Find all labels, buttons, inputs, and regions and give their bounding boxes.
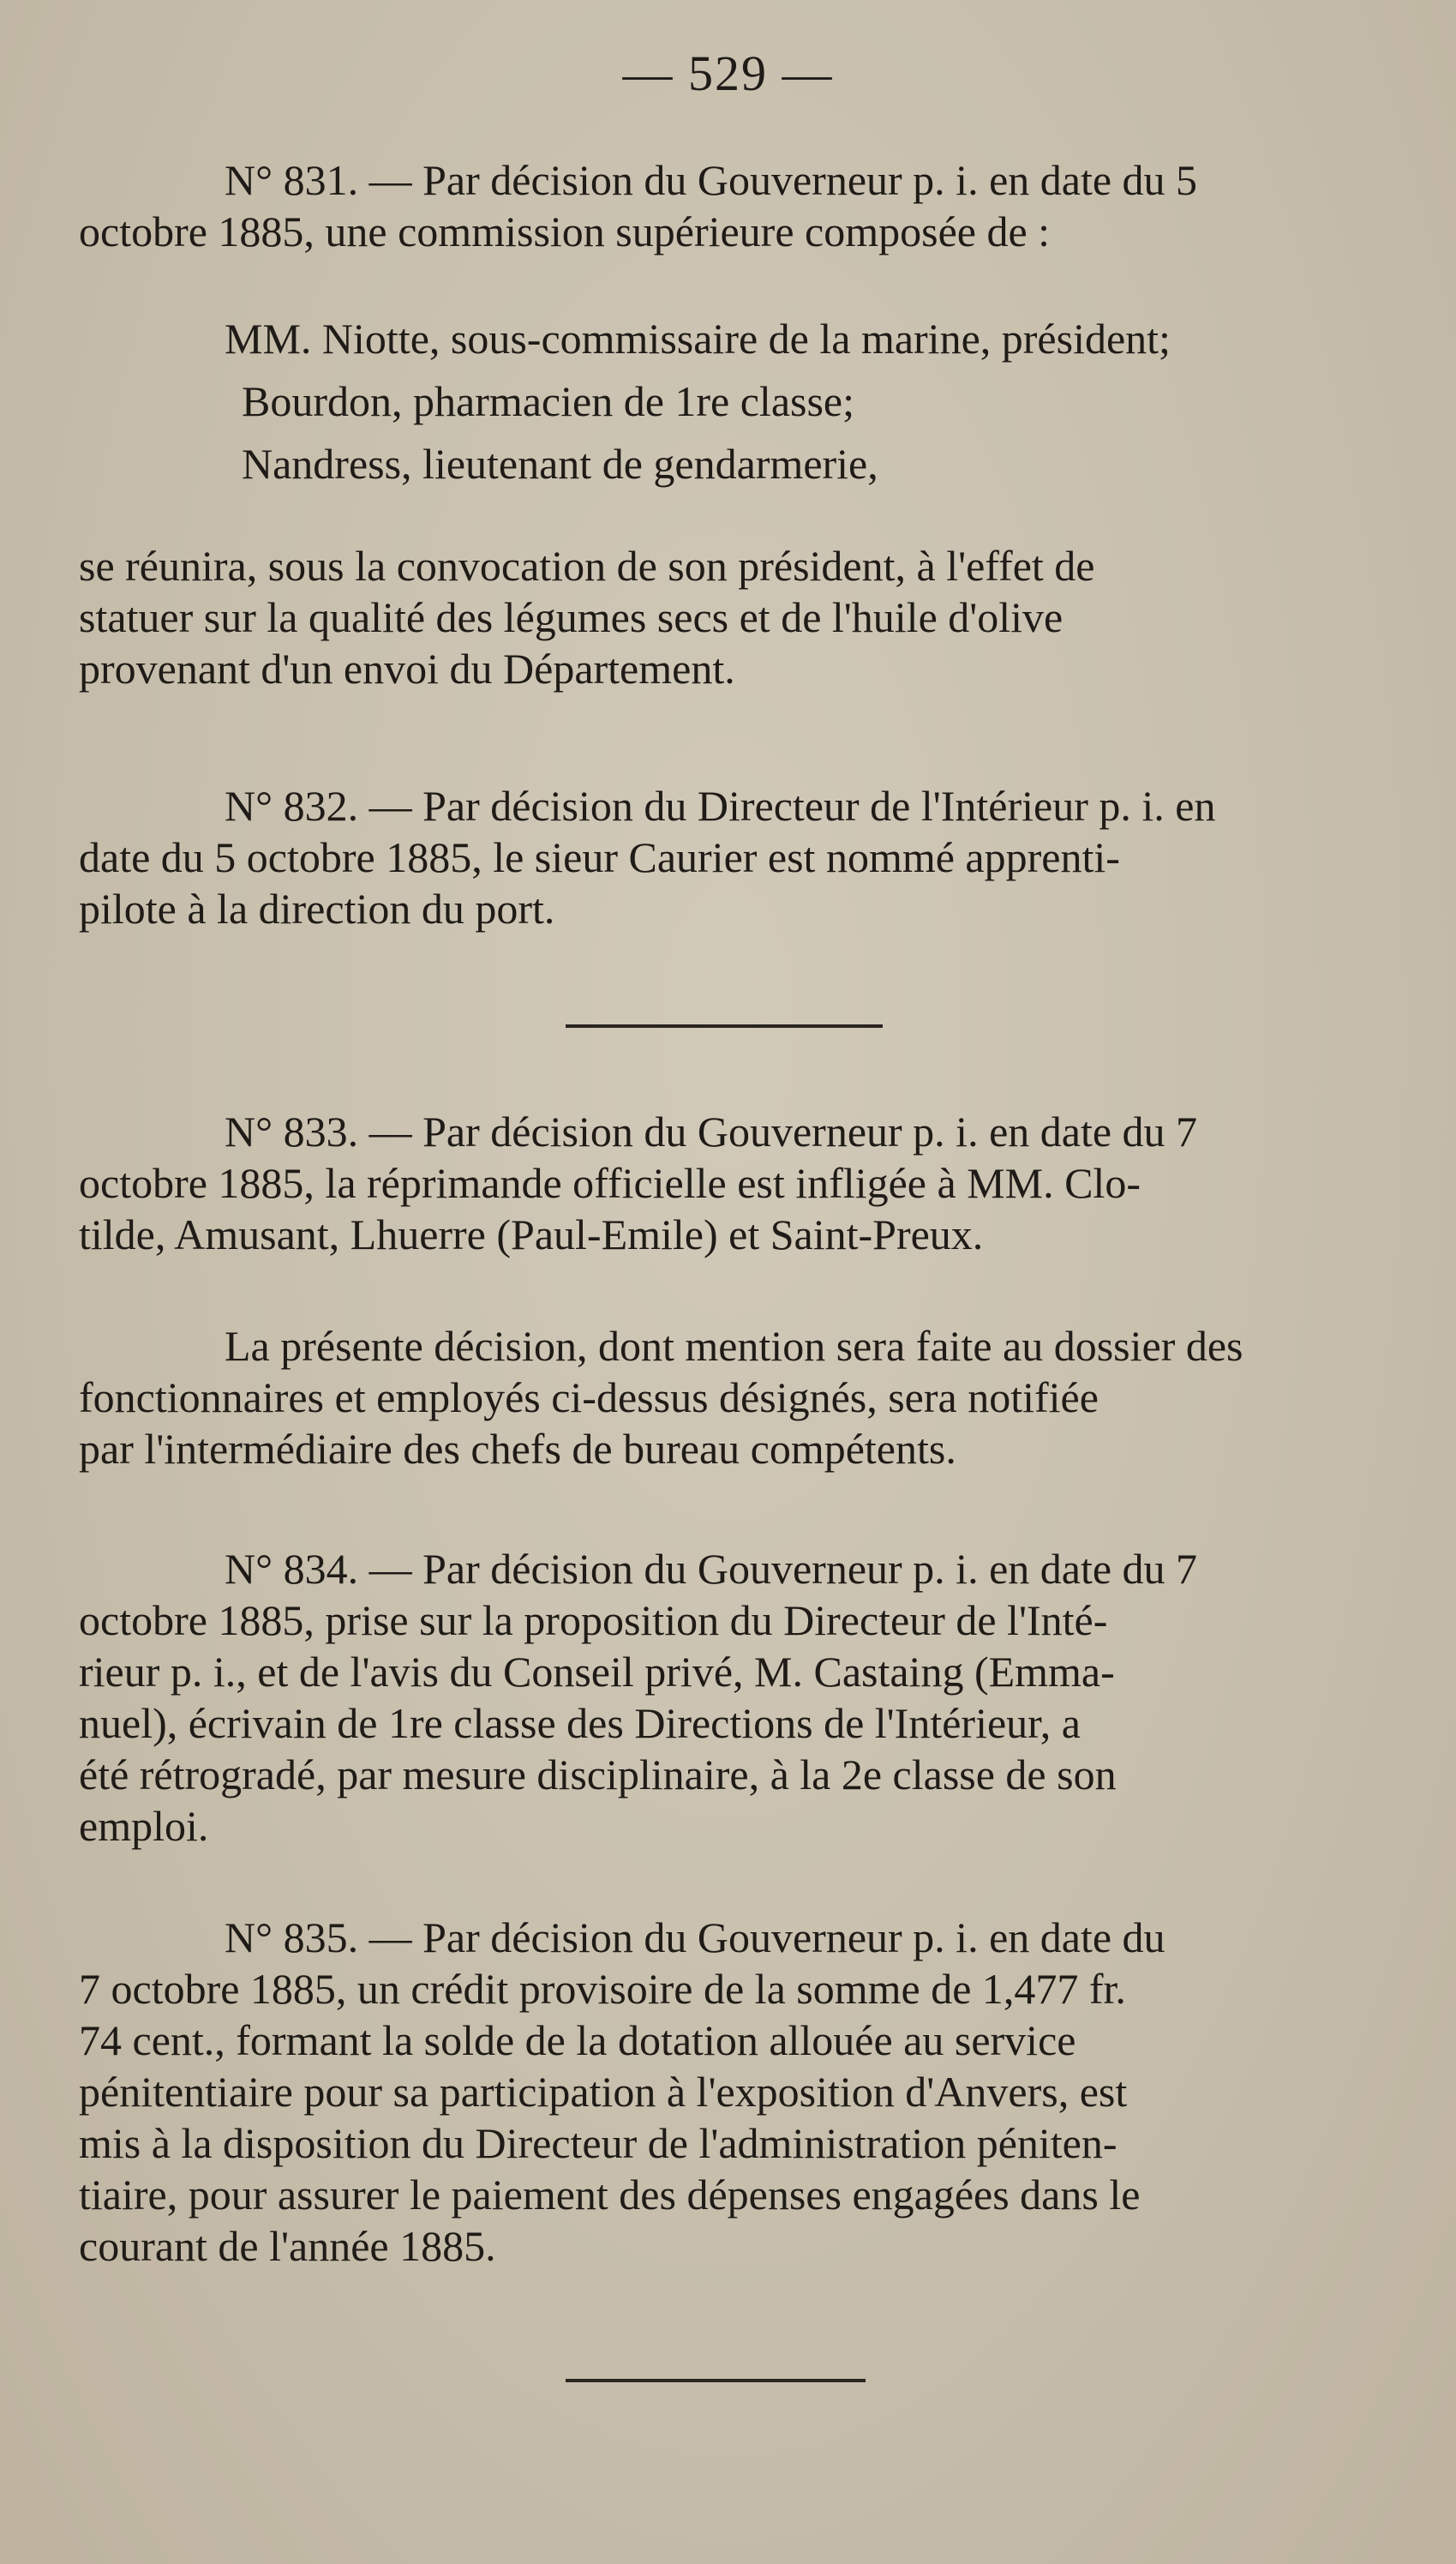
entry-831 [79,154,1360,257]
entry-834 [79,1543,1360,1852]
entry-835-line: 7 octobre 1885, un crédit provisoire de la somme de 1,477 fr. [79,1965,1126,2013]
section-divider [566,2379,866,2382]
entry-832-line: N° 832. — Par décision du Directeur de l'Intérieur p. i. en [225,782,1216,830]
entry-832-line: pilote à la direction du port. [79,885,555,933]
entry-831-line: N° 831. — Par décision du Gouverneur p. i. en date du 5 [225,156,1198,204]
entry-831-closing-line: statuer sur la qualité des légumes secs et de l'huile d'olive [79,593,1064,641]
entry-835-line: mis à la disposition du Directeur de l'administration péniten- [79,2119,1117,2167]
entry-835 [79,1912,1360,2272]
page-number: — 529 — [622,45,834,101]
member-line: Bourdon, pharmacien de 1re classe; [242,377,855,425]
entry-835-line: tiaire, pour assurer le paiement des dépenses engagées dans le [79,2171,1141,2219]
member-line: MM. Niotte, sous-commissaire de la marine, président; [225,315,1171,363]
entry-835-line: N° 835. — Par décision du Gouverneur p. i. en date du [225,1913,1165,1961]
entry-833-note-line: fonctionnaires et employés ci-dessus désignés, sera notifiée [79,1373,1099,1421]
entry-833-line: octobre 1885, la réprimande officielle est infligée à MM. Clo- [79,1159,1141,1207]
entry-833-line: tilde, Amusant, Lhuerre (Paul-Emile) et Saint-Preux. [79,1210,984,1258]
entry-832-line: date du 5 octobre 1885, le sieur Caurier est nommé apprenti- [79,833,1120,881]
entry-833-note [79,1320,1360,1474]
entry-835-line: courant de l'année 1885. [79,2222,496,2270]
entry-833-line: N° 833. — Par décision du Gouverneur p. i. en date du 7 [225,1108,1198,1156]
entry-834-line: octobre 1885, prise sur la proposition du Directeur de l'Inté- [79,1596,1108,1644]
entry-835-line: 74 cent., formant la solde de la dotation allouée au service [79,2016,1076,2064]
entry-833 [79,1106,1360,1260]
entry-834-line: N° 834. — Par décision du Gouverneur p. i. en date du 7 [225,1545,1198,1593]
section-divider [566,1024,883,1028]
entry-835-line: pénitentiaire pour sa participation à l'exposition d'Anvers, est [79,2068,1128,2116]
entry-831-members [79,313,1360,489]
entry-832 [79,780,1360,934]
entry-831-closing-line: se réunira, sous la convocation de son président, à l'effet de [79,542,1095,590]
entry-834-line: rieur p. i., et de l'avis du Conseil privé, M. Castaing (Emma- [79,1648,1115,1696]
entry-831-line: octobre 1885, une commission supérieure composée de : [79,207,1051,255]
entry-834-line: été rétrogradé, par mesure disciplinaire, à la 2e classe de son [79,1750,1117,1798]
entry-831-closing [79,540,1360,694]
entry-834-line: emploi. [79,1802,209,1850]
entry-833-note-line: La présente décision, dont mention sera faite au dossier des [225,1322,1243,1370]
member-line: Nandress, lieutenant de gendarmerie, [242,440,878,488]
entry-831-closing-line: provenant d'un envoi du Département. [79,645,735,693]
entry-833-note-line: par l'intermédiaire des chefs de bureau compétents. [79,1425,956,1473]
entry-834-line: nuel), écrivain de 1re classe des Directions de l'Intérieur, a [79,1699,1081,1747]
